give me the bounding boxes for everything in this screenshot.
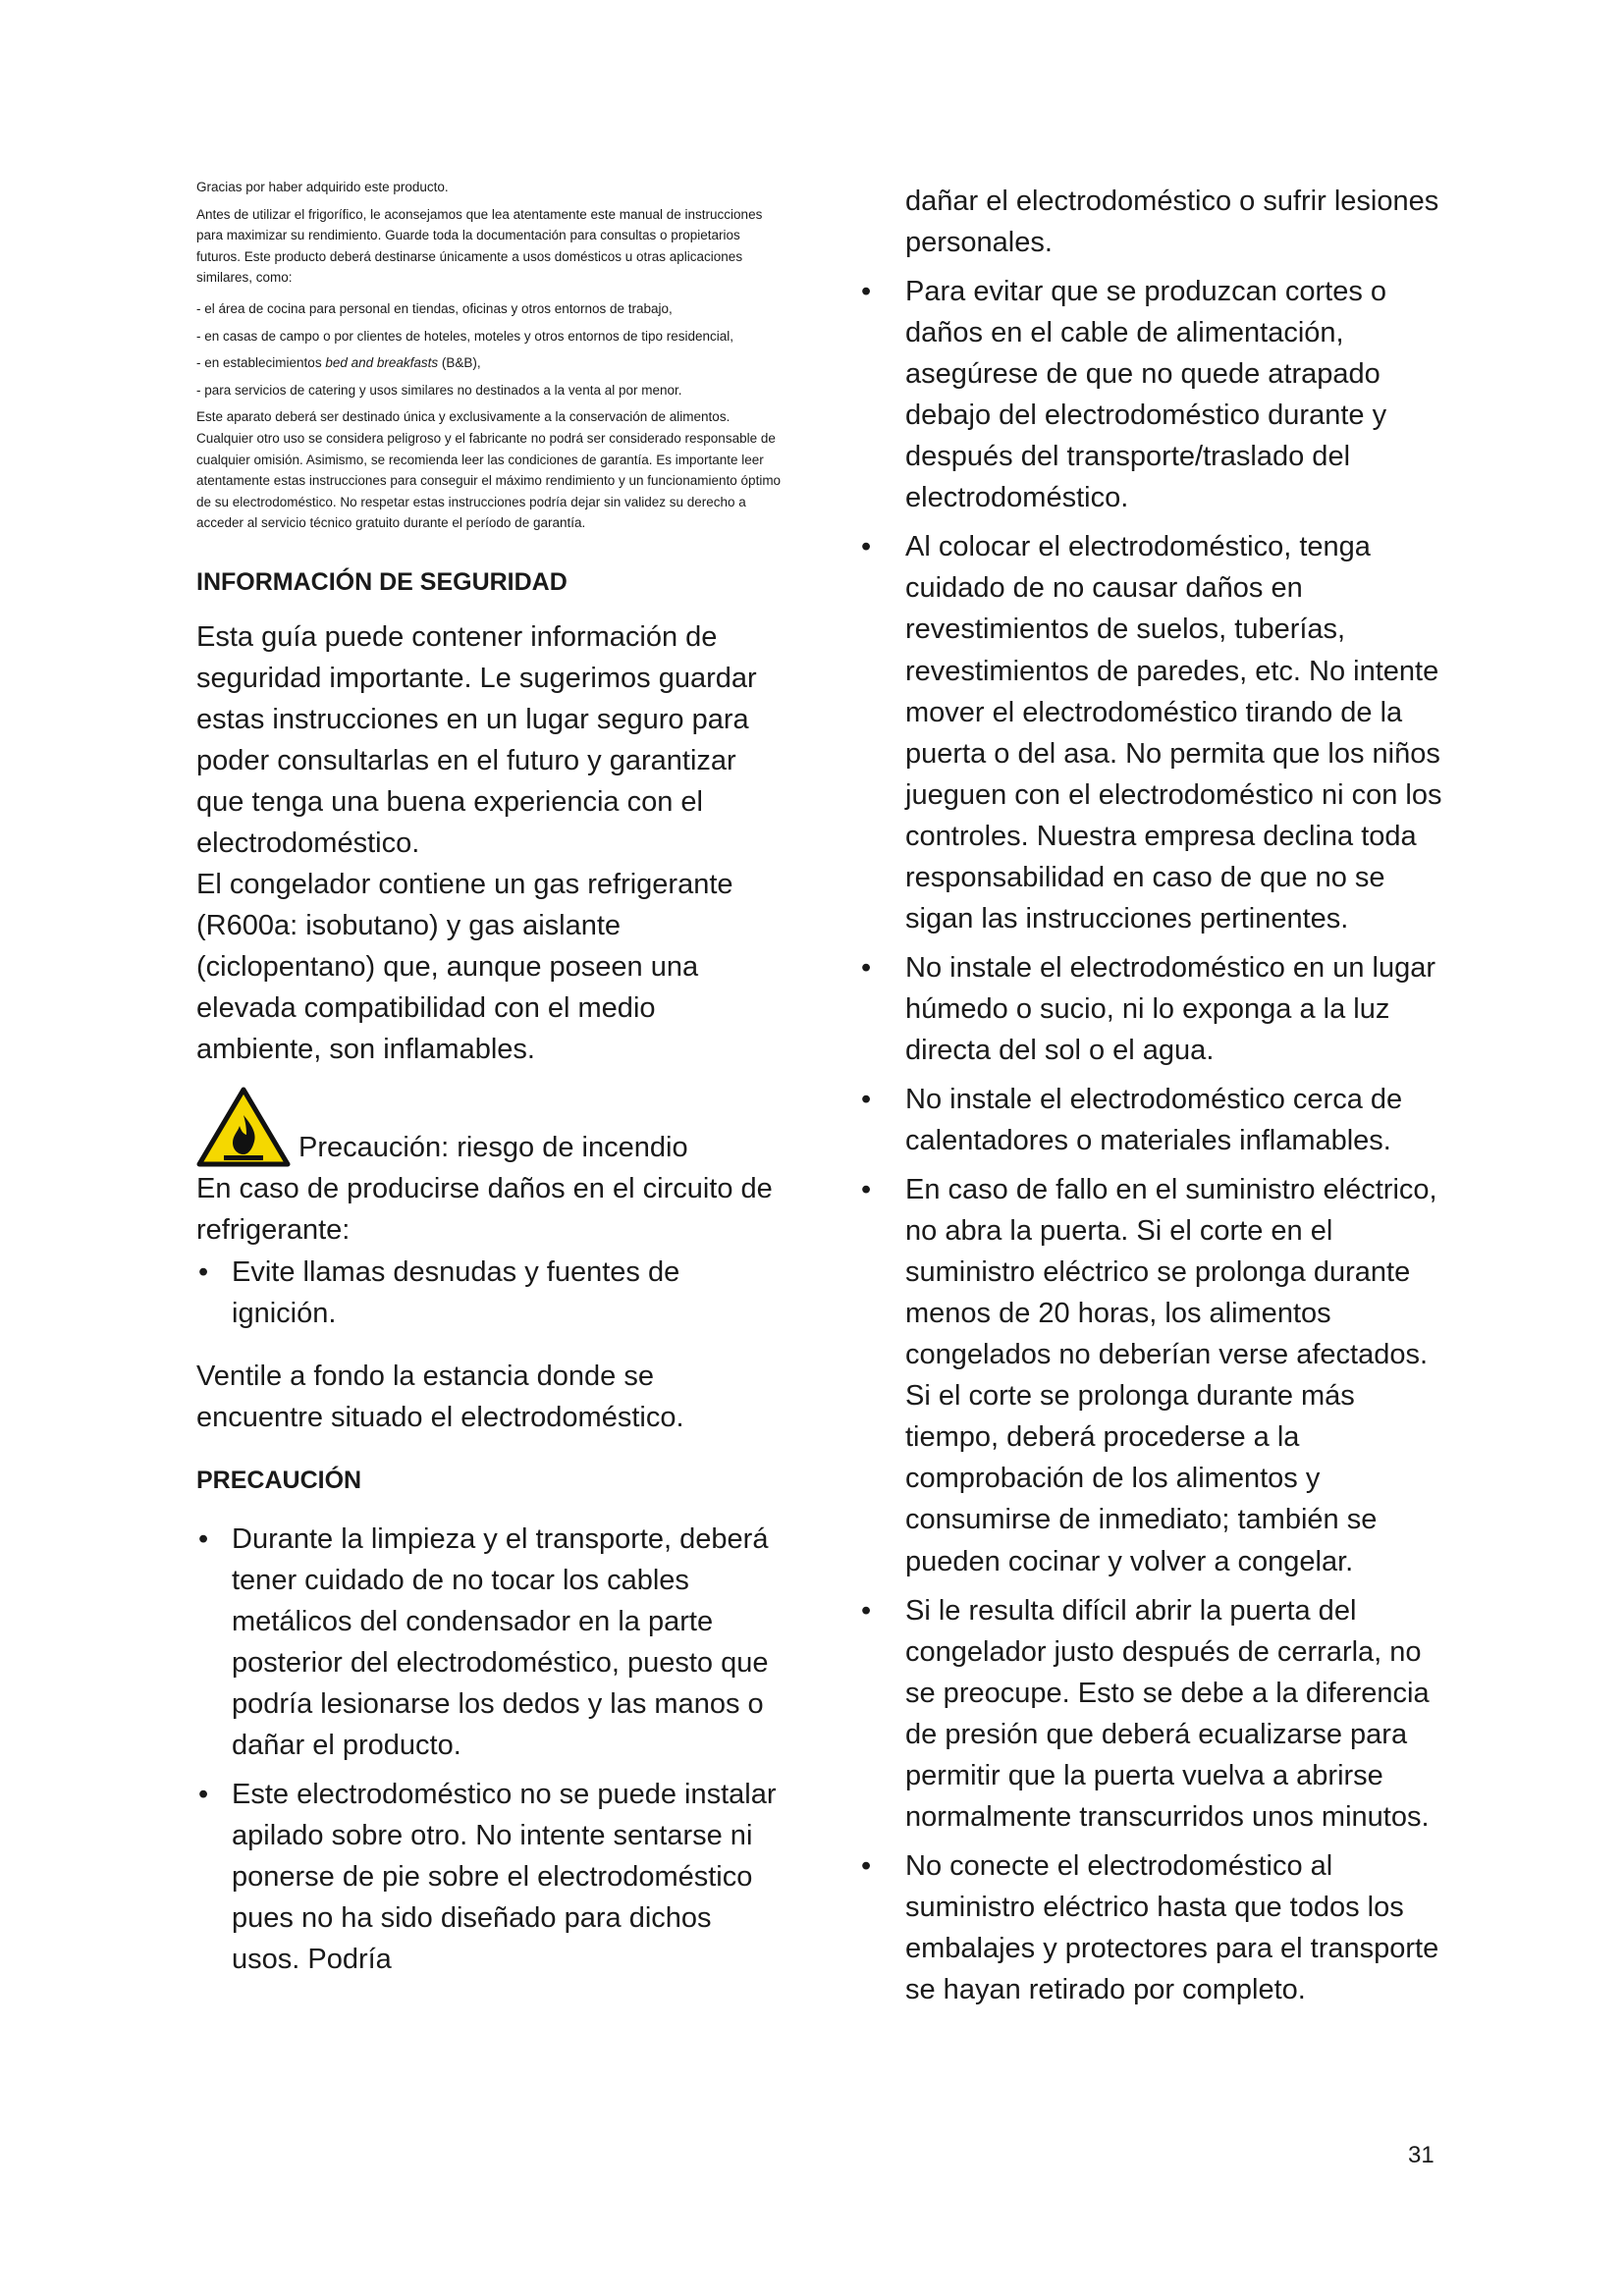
caution-bullet-3: • Para evitar que se produzcan cortes o daños en el cable de alimentación, asegúrese de que no quede atrapado debajo del electrodoméstico durante y después del transporte/traslado del electrodoméstico. — [859, 271, 1448, 518]
intro-use-3-prefix: - en establecimientos — [196, 355, 326, 371]
safety-paragraph-3: En caso de producirse daños en el circuito de refrigerante: — [196, 1173, 773, 1247]
fire-warning — [196, 1086, 785, 1168]
caution-bullet-6: • No instale el electrodoméstico cerca de calentadores o materiales inflamables. — [859, 1079, 1448, 1161]
caution-bullet-7: • En caso de fallo en el suministro eléctrico, no abra la puerta. Si el corte en el suministro eléctrico se prolonga durante menos de 20 horas, los alimentos congelados no deberían verse afectados. Si el corte se prolonga durante más tiempo, deberá procederse a la comprobación de los alimentos y consumirse de inmediato; también se pueden cocinar y volver a congelar. — [859, 1169, 1448, 1581]
intro-use-4: - para servicios de catering y usos similares no destinados a la venta al por menor. — [196, 382, 682, 398]
caution-bullet-2: • Este electrodoméstico no se puede instalar apilado sobre otro. No intente sentarse ni ponerse de pie sobre el electrodoméstico pues no ha sido diseñado para dichos usos. Podría — [196, 1774, 785, 1980]
caution-list-left — [196, 1519, 785, 1981]
left-column — [196, 177, 785, 1988]
fire-hazard-icon — [196, 1086, 291, 1168]
safety-bullet-1: • Evite llamas desnudas y fuentes de ignición. — [196, 1252, 785, 1334]
safety-paragraph-4: Ventile a fondo la estancia donde se encuentre situado el electrodoméstico. — [196, 1360, 684, 1433]
intro-use-1: - el área de cocina para personal en tiendas, oficinas y otros entornos de trabajo, — [196, 300, 673, 316]
page-number: 31 — [1408, 2142, 1435, 2168]
intro-use-3-italic: bed and breakfasts — [325, 355, 439, 371]
safety-paragraph-2: El congelador contiene un gas refrigerante (R600a: isobutano) y gas aislante (ciclopentano) que, aunque poseen una elevada compatibilidad con el medio ambiente, son inflamables. — [196, 869, 733, 1066]
caution-bullet-5: • No instale el electrodoméstico en un lugar húmedo o sucio, ni lo exponga a la luz directa del sol o el agua. — [859, 947, 1448, 1071]
caution-bullet-1: • Durante la limpieza y el transporte, deberá tener cuidado de no tocar los cables metálicos del condensador en la parte posterior del electrodoméstico, puesto que podría lesionarse los dedos y las manos o dañar el producto. — [196, 1519, 785, 1766]
safety-bullet-list — [196, 1252, 785, 1334]
safety-heading: INFORMACIÓN DE SEGURIDAD — [196, 567, 568, 596]
right-column — [859, 181, 1448, 2018]
intro-use-3 — [196, 352, 785, 374]
caution-list-right — [859, 271, 1448, 2010]
fire-warning-text: Precaución: riesgo de incendio — [298, 1132, 688, 1164]
caution-bullet-4: • Al colocar el electrodoméstico, tenga cuidado de no causar daños en revestimientos de suelos, tuberías, revestimientos de paredes, etc. No intente mover el electrodoméstico tirando de la puerta o del asa. No permita que los niños jueguen con el electrodoméstico ni con los controles. Nuestra empresa declina toda responsabilidad en caso de que no se sigan las instrucciones pertinentes. — [859, 526, 1448, 938]
caution-bullet-9: • No conecte el electrodoméstico al suministro eléctrico hasta que todos los embalajes y protectores para el transporte se hayan retirado por completo. — [859, 1845, 1448, 2010]
intro-use-3-suffix: (B&B), — [438, 355, 481, 371]
safety-paragraph-1: Esta guía puede contener información de seguridad importante. Le sugerimos guardar estas instrucciones en un lugar seguro para poder consultarlas en el futuro y garantizar que tenga una buena experiencia con el electrodoméstico. — [196, 620, 757, 860]
intro-use-2: - en casas de campo o por clientes de hoteles, moteles y otros entornos de tipo residencial, — [196, 328, 734, 344]
intro-block — [196, 177, 785, 534]
caution-bullet-8: • Si le resulta difícil abrir la puerta del congelador justo después de cerrarla, no se preocupe. Esto se debe a la diferencia de presión que deberá ecualizarse para permitir que la puerta vuelva a abrirse normalmente transcurridos unos minutos. — [859, 1590, 1448, 1838]
caution-continuation: dañar el electrodoméstico o sufrir lesiones personales. — [905, 186, 1439, 259]
intro-paragraph-2: Este aparato deberá ser destinado única y exclusivamente a la conservación de alimentos. Cualquier otro uso se considera peligroso y el fabricante no podrá ser considerado responsable de cualquier omisión. Asimismo, se recomienda leer las condiciones de garantía. Es importante leer atentamente estas instrucciones para conseguir el máximo rendimiento y un funcionamiento óptimo de su electrodoméstico. No respetar estas instrucciones podría dejar sin validez su derecho a acceder al servicio técnico gratuito durante el período de garantía. — [196, 409, 782, 531]
intro-paragraph-1: Antes de utilizar el frigorífico, le aconsejamos que lea atentamente este manual de instrucciones para maximizar su rendimiento. Guarde toda la documentación para consultas o propietarios futuros. Este producto deberá destinarse únicamente a usos domésticos u otras aplicaciones similares, como: — [196, 206, 763, 286]
caution-heading: PRECAUCIÓN — [196, 1466, 362, 1494]
intro-thanks: Gracias por haber adquirido este producto. — [196, 180, 449, 194]
